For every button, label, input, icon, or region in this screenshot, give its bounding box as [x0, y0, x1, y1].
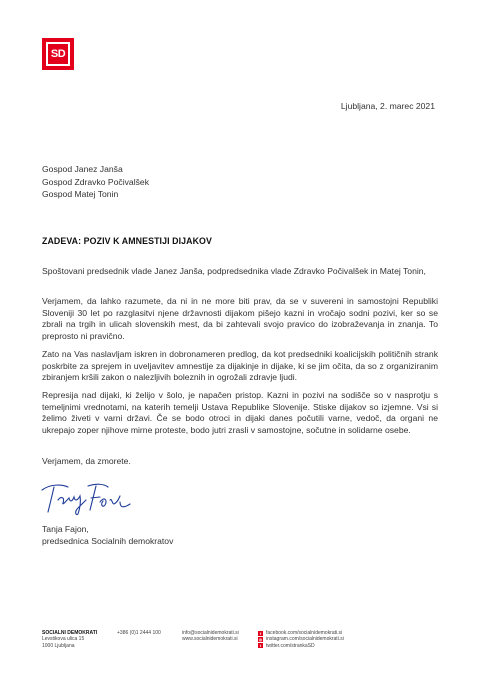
footer-street: Levstikova ulica 15: [42, 636, 85, 643]
closing-paragraph: Verjamem, da zmorete.: [42, 456, 131, 466]
footer-web[interactable]: www.socialnidemokrati.si: [182, 636, 238, 643]
salutation-paragraph: Spoštovani predsednik vlade Janez Janša, podpredsednika vlade Zdravko Počivalšek in Matej Tonin,: [42, 266, 426, 276]
footer-city: 1000 Ljubljana: [42, 642, 75, 649]
footer-contact: [182, 630, 239, 643]
body-paragraph: Represija nad dijaki, ki želijo v šolo, je napačen pristop. Kazni in pozivi na sodišče so v nasprotju s temeljnimi vrednotami, na katerih temelji Ustava Republike Slovenije. Stiske dijakov so izjemne. Vsi si želimo živeti v varni državi. Če se bodo otroci in dijaki danes počutili varne, vedoč, da organi ne ukrepajo zoper njihove mirne proteste, bodo jutri zrasli v samostojne, sočutne in solidarne osebe.: [42, 390, 438, 435]
signer-title: predsednica Socialnih demokratov: [42, 535, 174, 546]
footer-email[interactable]: info@socialnidemokrati.si: [182, 630, 239, 636]
signer-block: [42, 524, 173, 547]
body-paragraph: Verjamem, da lahko razumete, da ni in ne more biti prav, da se v suvereni in samostojni Republiki Sloveniji 30 let po razglasitvi njene državnosti dijakom pišejo kazni in vročajo sodni pozivi, ker so se zbrali na trgih in ulicah slovenskih mest, da bi zahtevali svojo pravico do izobraževanja in znanja. To preprosto ni pravično.: [42, 296, 438, 341]
twitter-icon: t: [259, 643, 262, 649]
body-paragraph: Zato na Vas naslavljam iskren in dobronameren predlog, da kot predsedniki koalicijskih političnih strank poskrbite za sprejem in uveljavitev amnestije za dijakinje in dijake, ki se jim očita, da so z organiziranim zbiranjem kršili zakon o nalezljivih boleznih in ogrožali zdravje ljudi.: [42, 349, 438, 383]
letter-date: Ljubljana, 2. marec 2021: [340, 101, 435, 111]
recipients-block: [42, 163, 149, 201]
recipient: Gospod Zdravko Počivalšek: [42, 176, 149, 187]
sd-logo-text: SD: [46, 42, 70, 66]
footer-phone-block: [117, 630, 161, 636]
letter-subject: ZADEVA: POZIV K AMNESTIJI DIJAKOV: [42, 236, 212, 246]
signer-name: Tanja Fajon,: [42, 524, 89, 534]
instagram-icon: ◎: [258, 636, 263, 642]
recipient: Gospod Matej Tonin: [42, 189, 119, 199]
footer-instagram-link[interactable]: instagram.com/socialnidemokrati.si: [266, 636, 344, 643]
facebook-icon: f: [259, 630, 262, 636]
footer-facebook-link[interactable]: facebook.com/socialnidemokrati.si: [266, 630, 343, 636]
recipient: Gospod Janez Janša: [42, 164, 123, 174]
footer-phone: +386 (0)1 2444 100: [117, 630, 161, 636]
footer-twitter-link[interactable]: twitter.com/strankaSD: [266, 642, 315, 649]
footer-address: [42, 630, 97, 649]
footer-social: [258, 630, 344, 649]
footer-twitter[interactable]: [258, 643, 344, 649]
handwritten-signature: [38, 478, 138, 518]
footer-org-name: SOCIALNI DEMOKRATI: [42, 630, 98, 636]
sd-logo: [42, 38, 74, 70]
